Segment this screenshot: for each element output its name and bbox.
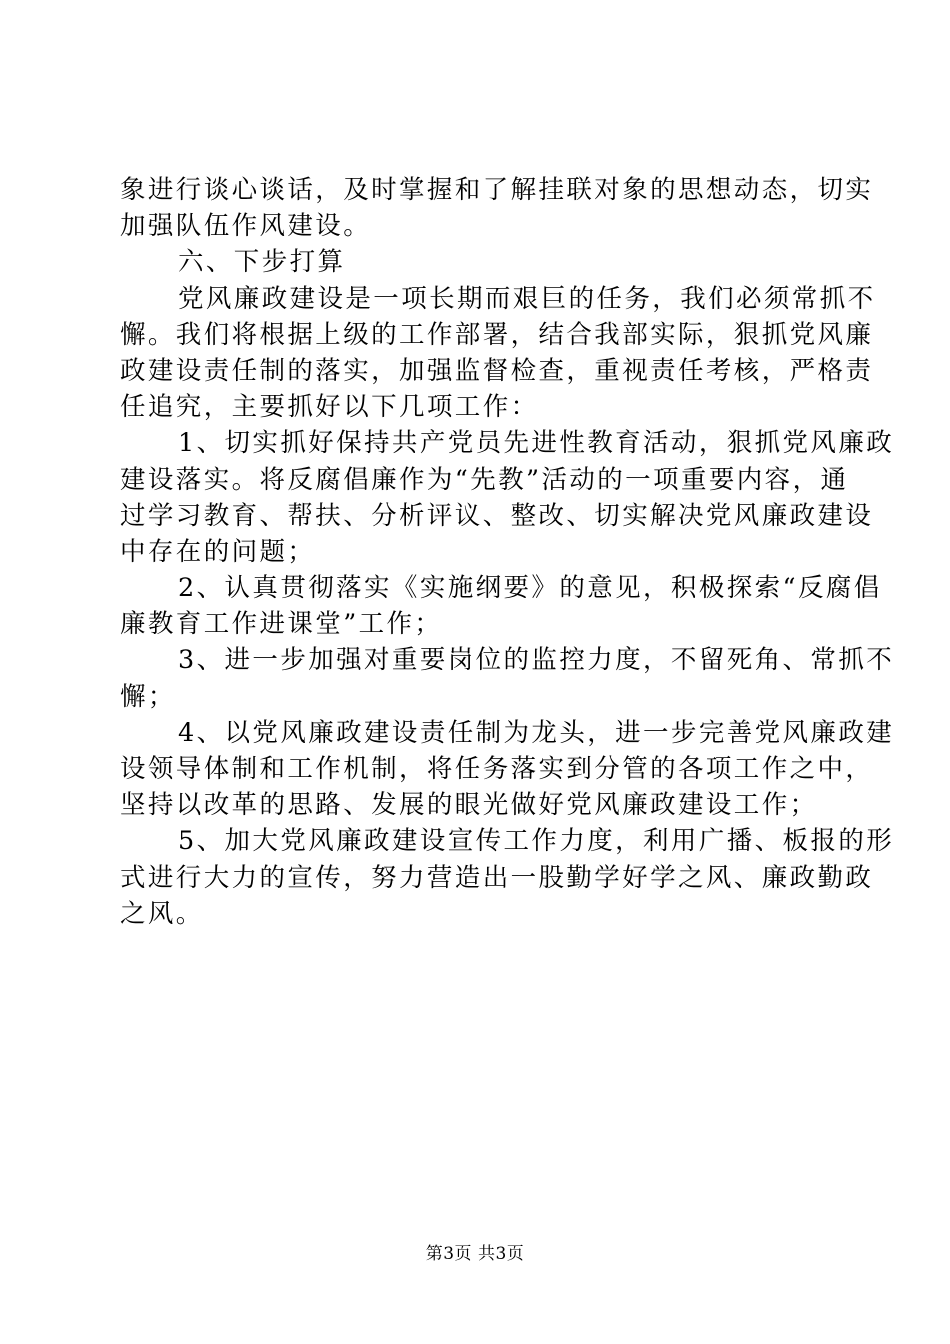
text-line: 懈； bbox=[120, 681, 176, 712]
text-line: 3、进一步加强对重要岗位的监控力度，不留死角、常抓不 bbox=[178, 645, 895, 676]
text-line: 2、认真贯彻落实《实施纲要》的意见，积极探索“反腐倡 bbox=[178, 573, 882, 604]
text-line: 之风。 bbox=[120, 898, 204, 929]
text-line: 式进行大力的宣传，努力营造出一股勤学好学之风、廉政勤政 bbox=[120, 862, 874, 893]
text-line: 廉教育工作进课堂”工作； bbox=[120, 609, 443, 640]
paragraph-intro bbox=[120, 281, 876, 426]
text-line: 象进行谈心谈话，及时掌握和了解挂联对象的思想动态，切实 bbox=[120, 175, 874, 205]
text-line: 1、切实抓好保持共产党员先进性教育活动，狠抓党风廉政 bbox=[178, 428, 895, 459]
text-line: 建设落实。将反腐倡廉作为“先教”活动的一项重要内容，通 bbox=[120, 464, 849, 495]
section-heading bbox=[120, 244, 835, 280]
text-line: 过学习教育、帮扶、分析评议、整改、切实解决党风廉政建设 bbox=[120, 500, 874, 531]
text-line: 懈。我们将根据上级的工作部署，结合我部实际，狠抓党风廉 bbox=[120, 319, 874, 350]
text-line: 设领导体制和工作机制，将任务落实到分管的各项工作之中， bbox=[120, 754, 874, 784]
list-item-2 bbox=[120, 570, 882, 642]
text-line: 坚持以改革的思路、发展的眼光做好党风廉政建设工作； bbox=[120, 790, 818, 821]
section-heading-text: 六、下步打算 bbox=[178, 247, 346, 278]
text-line: 任追究，主要抓好以下几项工作： bbox=[120, 392, 539, 423]
document-body bbox=[120, 172, 895, 932]
list-item-5 bbox=[120, 823, 895, 932]
text-line: 中存在的问题； bbox=[120, 536, 316, 567]
text-line: 4、以党风廉政建设责任制为龙头，进一步完善党风廉政建 bbox=[178, 717, 895, 748]
list-item-1 bbox=[120, 425, 895, 570]
text-line: 加强队伍作风建设。 bbox=[120, 211, 372, 242]
text-line: 党风廉政建设是一项长期而艰巨的任务，我们必须常抓不 bbox=[178, 283, 876, 314]
paragraph-continuation bbox=[120, 172, 874, 244]
text-line: 政建设责任制的落实，加强监督检查，重视责任考核，严格责 bbox=[120, 355, 874, 386]
text-line: 5、加大党风廉政建设宣传工作力度，利用广播、板报的形 bbox=[178, 826, 895, 857]
list-item-4 bbox=[120, 715, 895, 824]
page-number-footer: 第3页 共3页 bbox=[425, 1244, 525, 1264]
list-item-3 bbox=[120, 642, 895, 714]
